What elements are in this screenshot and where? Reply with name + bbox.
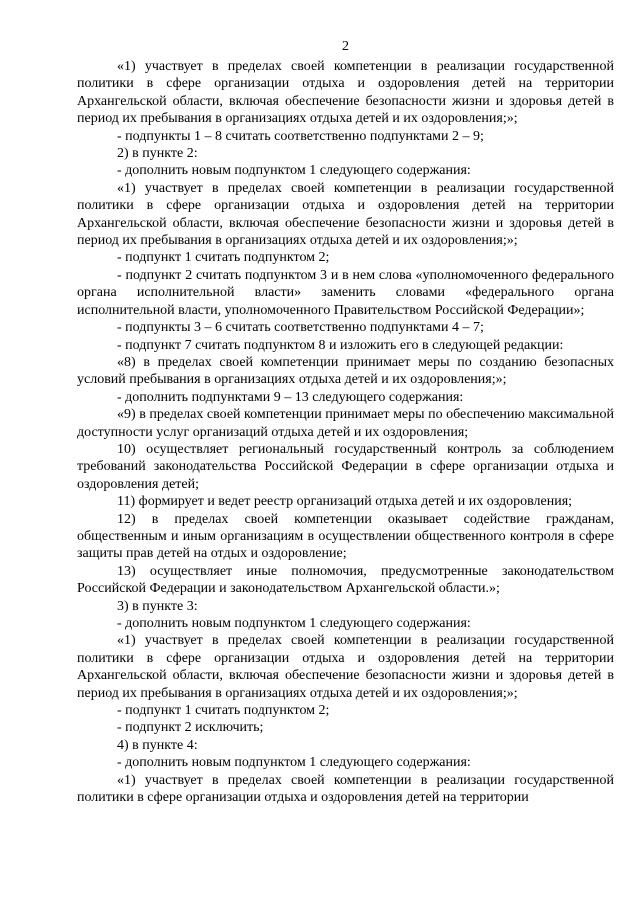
paragraph: - подпункт 2 считать подпунктом 3 и в нем слова «уполномоченного федерального органа исполнительной власти» заменить словами «федерального органа исполнительной власти, уполномоченного Правительством Российской Федерации»; [77, 267, 614, 318]
paragraph: - дополнить подпунктами 9 – 13 следующего содержания: [117, 389, 464, 405]
paragraph: «8) в пределах своей компетенции принимает меры по созданию безопасных условий пребывания в организациях отдыха детей и их оздоровления;»; [77, 354, 614, 388]
paragraph: «1) участвует в пределах своей компетенции в реализации государственной политики в сфере организации отдыха и оздоровления детей на территории Архангельской области, включая обеспечение безопасности жизни и здоровья детей в период их пребывания в организациях отдыха детей и их оздоровления;»; [77, 59, 614, 127]
paragraph: - дополнить новым подпунктом 1 следующего содержания: [117, 755, 471, 771]
paragraph: - подпункты 1 – 8 считать соответственно подпунктами 2 – 9; [117, 128, 484, 144]
paragraph: 2) в пункте 2: [117, 146, 198, 162]
paragraph: - подпункт 1 считать подпунктом 2; [117, 250, 330, 266]
paragraph: - дополнить новым подпунктом 1 следующего содержания: [117, 163, 471, 179]
paragraph: 11) формирует и ведет реестр организаций отдыха детей и их оздоровления; [117, 494, 573, 510]
page-number: 2 [342, 39, 349, 54]
paragraph: - дополнить новым подпунктом 1 следующего содержания: [117, 616, 471, 631]
paragraph: - подпункт 2 исключить; [117, 720, 264, 736]
paragraph: - подпункт 7 считать подпунктом 8 и изложить его в следующей редакции: [117, 337, 564, 353]
paragraph: «9) в пределах своей компетенции принимает меры по обеспечению максимальной доступности услуг организаций отдыха детей и их оздоровления; [77, 407, 614, 440]
paragraph: 4) в пункте 4: [117, 737, 198, 753]
paragraph: 12) в пределах своей компетенции оказывает содействие гражданам, общественным и иным организациям в осуществлении общественного контроля в сфере защиты прав детей на отдых и оздоровление; [77, 511, 614, 562]
paragraph: «1) участвует в пределах своей компетенции в реализации государственной политики в сфере организации отдыха и оздоровления детей на территории Архангельской области, включая обеспечение безопасности жизни и здоровья детей в период их пребывания в организациях отдыха детей и их оздоровления;»; [77, 633, 614, 701]
paragraph: 10) осуществляет региональный государственный контроль за соблюдением требований законодательства Российской Федерации в сфере организации отдыха и оздоровления детей; [77, 441, 614, 492]
paragraph: - подпункты 3 – 6 считать соответственно подпунктами 4 – 7; [117, 320, 484, 336]
paragraph: «1) участвует в пределах своей компетенции в реализации государственной политики в сфере организации отдыха и оздоровления детей на территории Архангельской области, включая обеспечение безопасности жизни и здоровья детей в период их пребывания в организациях отдыха детей и их оздоровления;»; [77, 180, 614, 249]
paragraph: - подпункт 1 считать подпунктом 2; [117, 703, 330, 719]
document-body [77, 58, 614, 806]
paragraph: 13) осуществляет иные полномочия, предусмотренные законодательством Российской Федерации и законодательством Архангельской области.»; [77, 563, 614, 597]
paragraph: «1) участвует в пределах своей компетенции в реализации государственной политики в сфере организации отдыха и оздоровления детей на территории [77, 772, 614, 806]
paragraph: 3) в пункте 3: [117, 598, 198, 614]
